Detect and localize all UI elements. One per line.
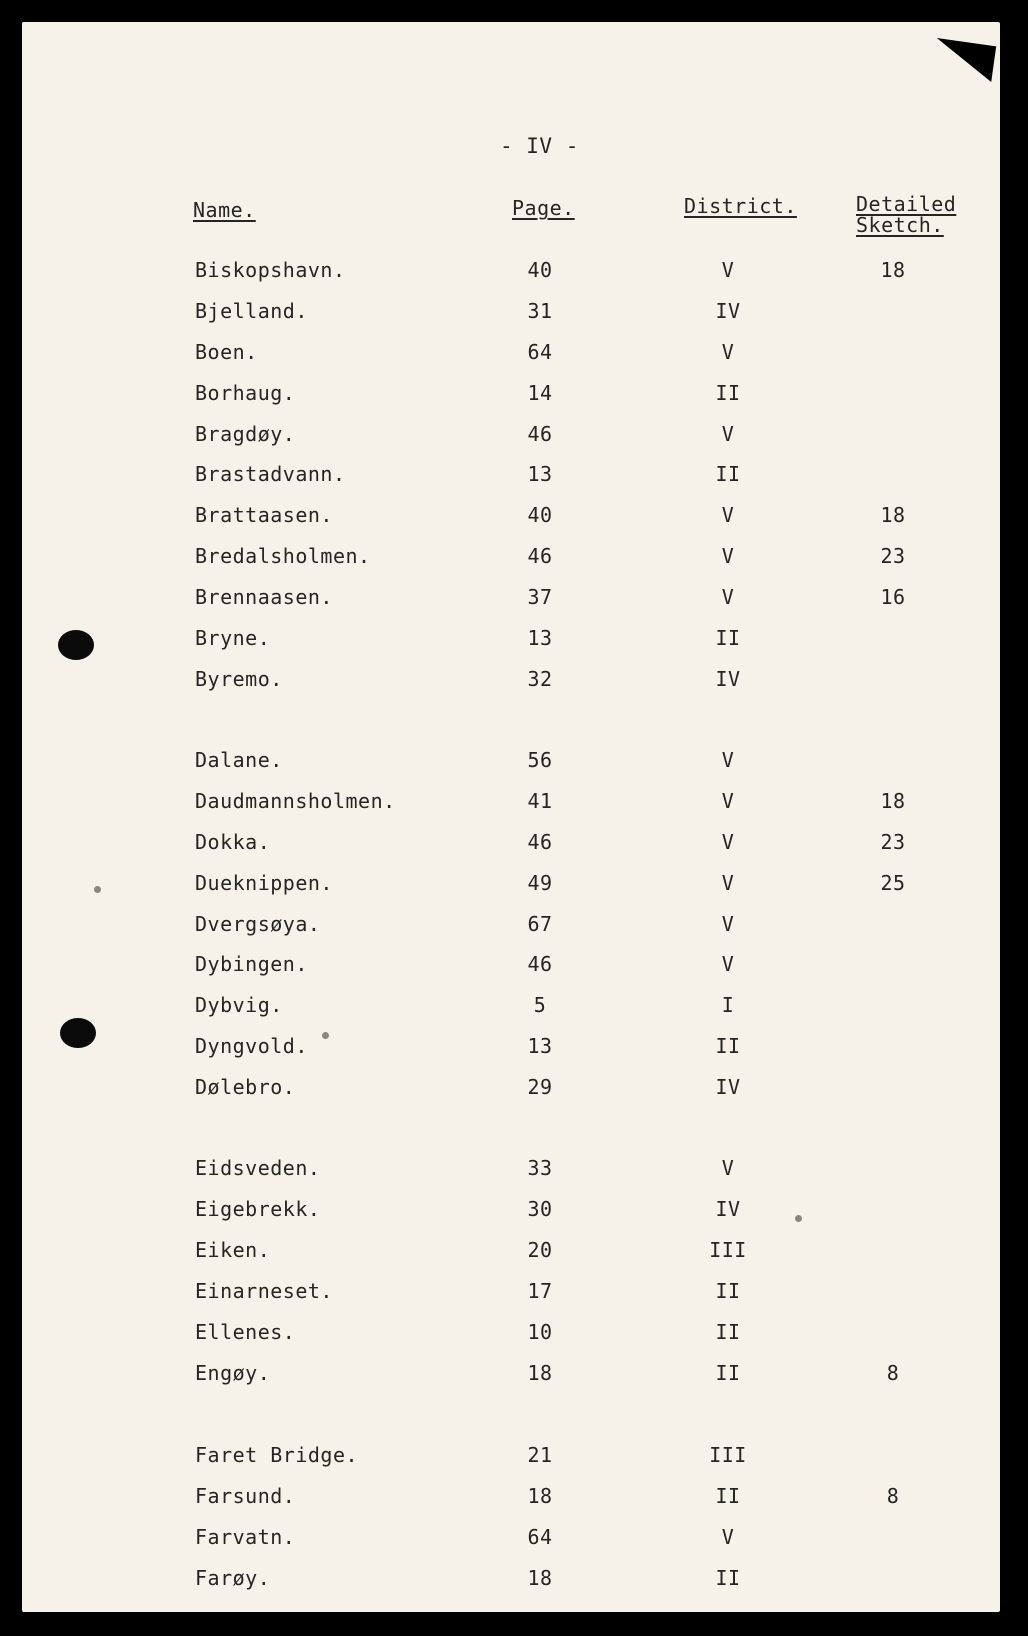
paper-speck	[795, 1215, 802, 1222]
district-numeral: II	[715, 1361, 741, 1385]
place-name: Brattaasen.	[195, 503, 333, 527]
sketch-number: 18	[880, 258, 906, 282]
place-name: Borhaug.	[195, 381, 296, 405]
place-name: Eidsveden.	[195, 1156, 321, 1180]
district-numeral: II	[715, 462, 741, 486]
page-number: 46	[527, 952, 553, 976]
page-number: 40	[527, 503, 553, 527]
place-name: Brastadvann.	[195, 462, 346, 486]
sketch-number: 18	[880, 503, 906, 527]
page-number: 10	[527, 1320, 553, 1344]
page-number: 30	[527, 1197, 553, 1221]
place-name: Farvatn.	[195, 1525, 296, 1549]
district-numeral: II	[715, 1279, 741, 1303]
place-name: Brennaasen.	[195, 585, 333, 609]
district-numeral: V	[721, 830, 735, 854]
page-number: 29	[527, 1075, 553, 1099]
page-number: 64	[527, 1525, 553, 1549]
district-numeral: I	[721, 993, 735, 1017]
place-name: Dybvig.	[195, 993, 283, 1017]
place-name: Eiken.	[195, 1238, 271, 1262]
district-numeral: II	[715, 381, 741, 405]
document-page	[22, 22, 1000, 1612]
column-header-district: District.	[684, 194, 797, 218]
sketch-number: 16	[880, 585, 906, 609]
sketch-number: 8	[886, 1361, 900, 1385]
page-marker: - IV -	[500, 134, 579, 158]
page-number: 13	[527, 1034, 553, 1058]
page-number: 41	[527, 789, 553, 813]
sketch-number: 23	[880, 830, 906, 854]
page-number: 32	[527, 667, 553, 691]
column-header-sketch-line2: Sketch.	[856, 213, 944, 237]
district-numeral: III	[709, 1443, 747, 1467]
place-name: Einarneset.	[195, 1279, 333, 1303]
place-name: Dokka.	[195, 830, 271, 854]
place-name: Bryne.	[195, 626, 271, 650]
district-numeral: V	[721, 340, 735, 364]
place-name: Biskopshavn.	[195, 258, 346, 282]
place-name: Dølebro.	[195, 1075, 296, 1099]
page-number: 18	[527, 1566, 553, 1590]
district-numeral: V	[721, 503, 735, 527]
paper-speck	[94, 886, 101, 893]
district-numeral: IV	[715, 1197, 741, 1221]
place-name: Eigebrekk.	[195, 1197, 321, 1221]
page-number: 64	[527, 340, 553, 364]
page-number: 18	[527, 1484, 553, 1508]
district-numeral: IV	[715, 1075, 741, 1099]
sketch-number: 23	[880, 544, 906, 568]
folded-corner	[932, 38, 996, 82]
page-number: 14	[527, 381, 553, 405]
column-header-page: Page.	[512, 196, 575, 220]
district-numeral: V	[721, 871, 735, 895]
place-name: Byremo.	[195, 667, 283, 691]
page-number: 49	[527, 871, 553, 895]
place-name: Boen.	[195, 340, 258, 364]
district-numeral: V	[721, 1525, 735, 1549]
sketch-number: 8	[886, 1484, 900, 1508]
page-number: 17	[527, 1279, 553, 1303]
place-name: Daudmannsholmen.	[195, 789, 396, 813]
page-number: 13	[527, 462, 553, 486]
column-header-name: Name.	[193, 198, 256, 222]
district-numeral: V	[721, 748, 735, 772]
page-number: 46	[527, 830, 553, 854]
page-number: 13	[527, 626, 553, 650]
page-number: 5	[533, 993, 547, 1017]
district-numeral: II	[715, 1034, 741, 1058]
place-name: Farøy.	[195, 1566, 271, 1590]
district-numeral: V	[721, 258, 735, 282]
district-numeral: II	[715, 1484, 741, 1508]
district-numeral: II	[715, 1320, 741, 1344]
page-number: 37	[527, 585, 553, 609]
district-numeral: V	[721, 544, 735, 568]
district-numeral: V	[721, 1156, 735, 1180]
district-numeral: IV	[715, 299, 741, 323]
sketch-number: 25	[880, 871, 906, 895]
district-numeral: II	[715, 1566, 741, 1590]
place-name: Bragdøy.	[195, 422, 296, 446]
column-header-sketch-line1: Detailed	[856, 192, 957, 216]
place-name: Dueknippen.	[195, 871, 333, 895]
punch-hole-upper	[58, 630, 94, 660]
sketch-number: 18	[880, 789, 906, 813]
place-name: Dybingen.	[195, 952, 308, 976]
page-number: 46	[527, 544, 553, 568]
district-numeral: V	[721, 422, 735, 446]
district-numeral: V	[721, 789, 735, 813]
page-number: 46	[527, 422, 553, 446]
place-name: Dyngvold.	[195, 1034, 308, 1058]
place-name: Bredalsholmen.	[195, 544, 371, 568]
page-number: 56	[527, 748, 553, 772]
district-numeral: V	[721, 585, 735, 609]
page-number: 21	[527, 1443, 553, 1467]
district-numeral: II	[715, 626, 741, 650]
district-numeral: IV	[715, 667, 741, 691]
page-number: 40	[527, 258, 553, 282]
place-name: Dvergsøya.	[195, 912, 321, 936]
page-number: 31	[527, 299, 553, 323]
place-name: Ellenes.	[195, 1320, 296, 1344]
district-numeral: V	[721, 912, 735, 936]
punch-hole-lower	[60, 1018, 96, 1048]
district-numeral: III	[709, 1238, 747, 1262]
district-numeral: V	[721, 952, 735, 976]
page-number: 20	[527, 1238, 553, 1262]
place-name: Dalane.	[195, 748, 283, 772]
place-name: Engøy.	[195, 1361, 271, 1385]
page-number: 18	[527, 1361, 553, 1385]
place-name: Farsund.	[195, 1484, 296, 1508]
page-number: 67	[527, 912, 553, 936]
page-number: 33	[527, 1156, 553, 1180]
paper-speck	[322, 1032, 329, 1039]
place-name: Bjelland.	[195, 299, 308, 323]
place-name: Faret Bridge.	[195, 1443, 359, 1467]
